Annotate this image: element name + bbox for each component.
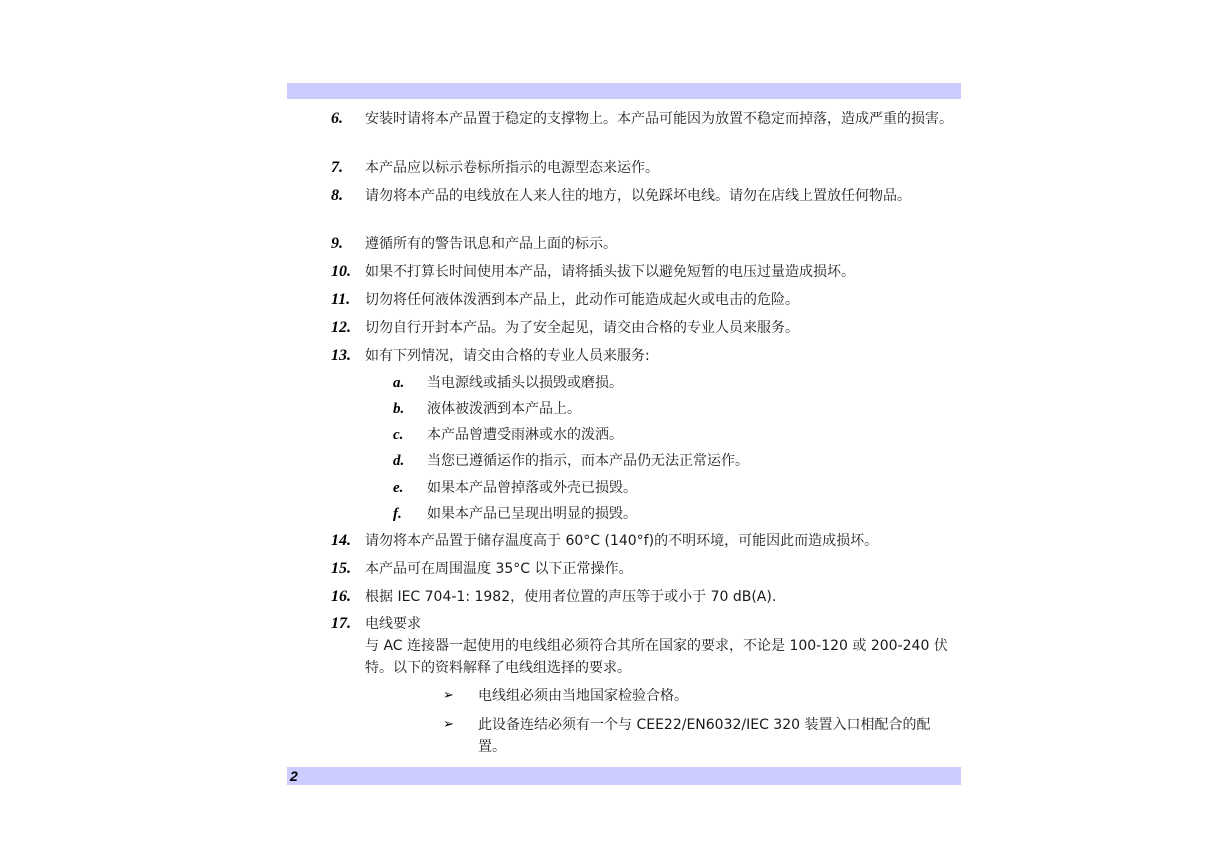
item-text: 切勿将任何液体泼洒到本产品上，此动作可能造成起火或电击的危险。 (365, 292, 799, 308)
item-text: 根据 IEC 704-1: 1982，使用者位置的声压等于或小于 70 dB(A). (365, 589, 777, 605)
item-number: 7. (331, 159, 343, 176)
item-text: 请勿将本产品的电线放在人来人往的地方，以免踩坏电线。请勿在店线上置放任何物品。 (365, 188, 911, 204)
item-number: 11. (331, 291, 351, 308)
sub-item-letter: a. (393, 375, 405, 391)
item-text: 切勿自行开封本产品。为了安全起见，请交由合格的专业人员来服务。 (365, 320, 799, 336)
item-number: 14. (331, 532, 351, 549)
page-number: 2 (290, 768, 298, 784)
item-number: 17. (331, 615, 351, 632)
item-text: 请勿将本产品置于储存温度高于 60°C (140°f)的不明环境，可能因此而造成损坏。 (365, 533, 879, 549)
item-text: 安装时请将本产品置于稳定的支撑物上。本产品可能因为放置不稳定而掉落，造成严重的损害。 (365, 111, 953, 127)
item17-body: 与 AC 连接器一起使用的电线组必须符合其所在国家的要求，不论是 100-120 或 200-240 伏特。以下的资料解释了电线组选择的要求。 (365, 638, 948, 676)
item-number: 8. (331, 187, 343, 204)
sub-item-text: 如果本产品已呈现出明显的损毁。 (427, 506, 637, 522)
item-text: 如有下列情况，请交由合格的专业人员来服务: (365, 348, 650, 364)
item-text: 电线要求 (365, 616, 421, 632)
sub-item-text: 液体被泼洒到本产品上。 (427, 401, 581, 417)
bullet-text: 此设备连结必须有一个与 CEE22/EN6032/IEC 320 装置入口相配合的配置。 (478, 717, 931, 755)
sub-item-letter: e. (393, 480, 404, 496)
sub-item-text: 当您已遵循运作的指示，而本产品仍无法正常运作。 (427, 453, 749, 469)
item-number: 13. (331, 347, 351, 364)
sub-item-text: 如果本产品曾掉落或外壳已损毁。 (427, 480, 637, 496)
item-text: 本产品可在周围温度 35°C 以下正常操作。 (365, 561, 633, 577)
sub-item-text: 当电源线或插头以损毁或磨损。 (427, 375, 623, 391)
item-number: 6. (331, 110, 343, 127)
bullet-arrow-icon: ➢ (443, 717, 454, 732)
item-text: 如果不打算长时间使用本产品，请将插头拔下以避免短暂的电压过量造成损坏。 (365, 264, 855, 280)
bullet-text: 电线组必须由当地国家检验合格。 (478, 688, 688, 704)
sub-item-letter: c. (393, 427, 404, 443)
item-number: 10. (331, 263, 351, 280)
footer-band (287, 767, 961, 785)
item-number: 16. (331, 588, 351, 605)
sub-item-text: 本产品曾遭受雨淋或水的泼洒。 (427, 427, 623, 443)
sub-item-letter: f. (393, 506, 402, 522)
item-text: 遵循所有的警告讯息和产品上面的标示。 (365, 236, 617, 252)
item-number: 9. (331, 235, 343, 252)
sub-item-letter: d. (393, 453, 405, 469)
sub-item-letter: b. (393, 401, 405, 417)
bullet-arrow-icon: ➢ (443, 688, 454, 703)
item-number: 12. (331, 319, 351, 336)
item-number: 15. (331, 560, 351, 577)
item-text: 本产品应以标示卷标所指示的电源型态来运作。 (365, 160, 659, 176)
